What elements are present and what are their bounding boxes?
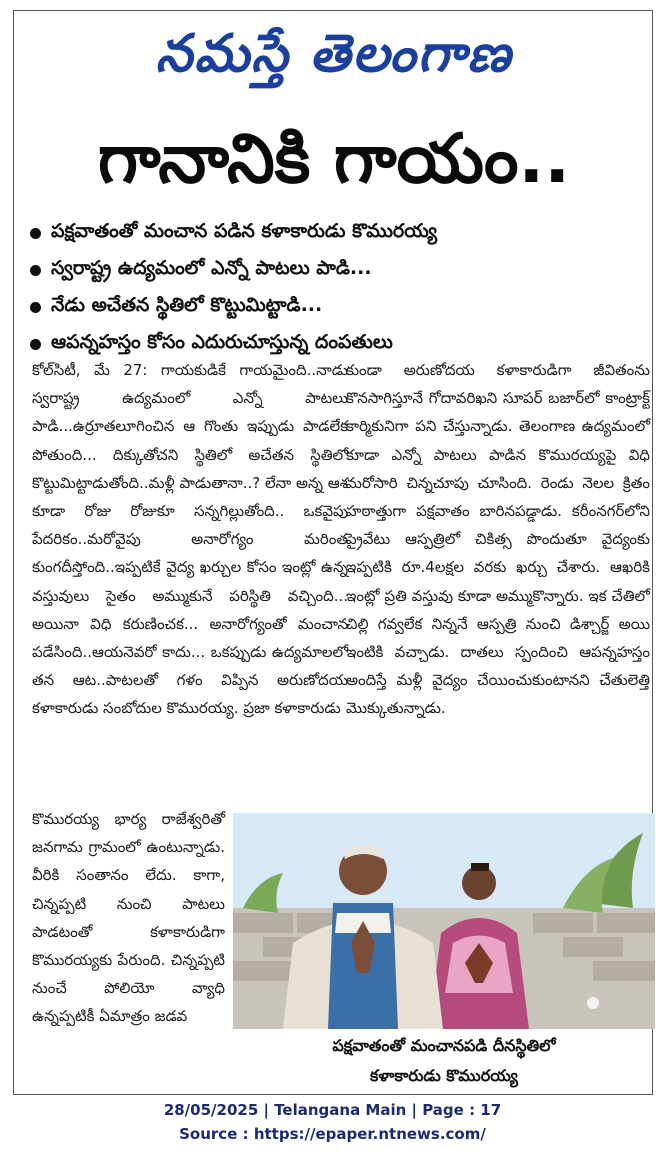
bullet-item	[30, 289, 645, 326]
bullet-text: నేడు అచేతన స్థితిలో కొట్టుమిట్టాడి...	[51, 294, 323, 316]
highlight-bullets	[30, 215, 645, 363]
bullet-text: స్వరాష్ట్ర ఉద్యమంలో ఎన్నో పాటలు పాడి...	[51, 257, 372, 279]
article-paragraph: కుండా అరుణోదయ కళాకారుడిగా జీవితంను కొనసాగిస్తూనే గోదావరిఖని సూపర్ బజార్‌లో కాంట్రాక్ట్ కార్మికునిగా పని చేస్తున్నాడు. తెలంగాణ ఉద్యమంలో కూడా ఎన్నో పాటలు పాడిన కొమురయ్యపై విధి మరోసారి చిన్నచూపు చూసింది. రెండు నెలల క్రితం హఠాత్తుగా పక్షవాతం బారినపడ్డాడు. కరీంనగర్‌లోని ప్రైవేటు ఆస్పత్రిలో చికిత్స పొందుతూ వైద్యంకు ఇప్పటికి రూ.4లక్షల వరకు ఖర్చు చేశారు. ఆఖరికి ఇంట్లో ప్రతి వస్తువు కూడా అమ్ముకొన్నారు. ఇక చేతిలో చిల్లి గవ్వలేక నిన్ననే ఆస్పత్రి నుంచి డిశ్చార్జ్ అయి ఇంటికి వచ్చాడు. దాతలు స్పందించి ఆపన్నహస్తం అందిస్తే మళ్లీ వైద్యం చేయించుకుంటానని చేతులెత్తి మొక్కుతున్నాడు.	[346, 361, 650, 718]
article-column-left-top	[32, 356, 348, 723]
photo-caption	[233, 1031, 655, 1091]
bullet-dot-icon	[30, 339, 41, 350]
bullet-dot-icon	[30, 265, 41, 276]
article-paragraph: కోల్‌సిటీ, మే 27: గాయకుడికే గాయమైంది..నాడు స్వరాష్ట్ర ఉద్యమంలో ఎన్నో పాటలు పాడి...ఉర్రూతలూగించిన ఆ గొంతు ఇప్పుడు పాడలేక పోతుంది... దిక్కుతోచని స్థితిలో అచేతన స్థితిలో కొట్టుమిట్టాడుతోంది..మళ్లీ పాడుతానా..? లేనా అన్న ఆశ కూడా రోజు రోజుకూ సన్నగిల్లుతోంది.. ఒకవైపు పేదరికం..మరోవైపు అనారోగ్యం మరింత కుంగదీస్తోంది..ఇప్పటికే వైద్య ఖర్చుల కోసం ఇంట్లో ఉన్న వస్తువులు సైతం అమ్ముకునే పరిస్థితి వచ్చింది... అయినా విధి కరుణించక... అనారోగ్యంతో మంచాన పడేసింది..ఆయనెవరో కాదు... ఒకప్పుడు ఉద్యమాలలో తన ఆట..పాటలతో గళం విప్పిన అరుణోదయ కళాకారుడు సంబోదుల కొమురయ్య. ప్రజా కళాకారుడు	[32, 361, 348, 718]
article-column-left-bottom	[32, 805, 225, 1031]
photo-caption-line: పక్షవాతంతో మంచానపడి దీనస్థితిలో	[332, 1036, 556, 1055]
newspaper-clipping	[13, 10, 653, 1095]
footer-source-link[interactable]: Source : https://epaper.ntnews.com/	[179, 1125, 486, 1143]
bullet-text: పక్షవాతంతో మంచాన పడిన కళాకారుడు కొమురయ్య	[51, 220, 438, 242]
bullet-dot-icon	[30, 302, 41, 313]
newspaper-masthead: నమస్తే తెలంగాణ	[155, 24, 513, 84]
photo-caption-line: కళాకారుడు కొమురయ్య	[370, 1066, 518, 1085]
bullet-text: ఆపన్నహస్తం కోసం ఎదురుచూస్తున్న దంపతులు	[51, 331, 393, 353]
footer-date-edition: 28/05/2025 | Telangana Main | Page : 17	[163, 1101, 502, 1119]
article-headline: గానానికి గాయం..	[97, 120, 571, 199]
couple-photo-illustration	[233, 813, 655, 1029]
source-footer	[0, 1098, 665, 1146]
bullet-dot-icon	[30, 228, 41, 239]
bullet-item	[30, 215, 645, 252]
bullet-item	[30, 252, 645, 289]
article-photo	[233, 813, 655, 1029]
article-paragraph: కొమురయ్య భార్య రాజేశ్వరితో జనగామ గ్రామంలో ఉంటున్నాడు. వీరికి సంతానం లేదు. కాగా, చిన్నప్పటి నుంచి పాటలు పాడటంతో కళాకారుడిగా కొమురయ్యకు పేరుంది. చిన్నప్పటి నుంచే పోలియో వ్యాధి ఉన్నప్పటికీ ఏమాత్రం జడవ	[32, 810, 225, 1026]
article-column-right	[346, 356, 650, 723]
